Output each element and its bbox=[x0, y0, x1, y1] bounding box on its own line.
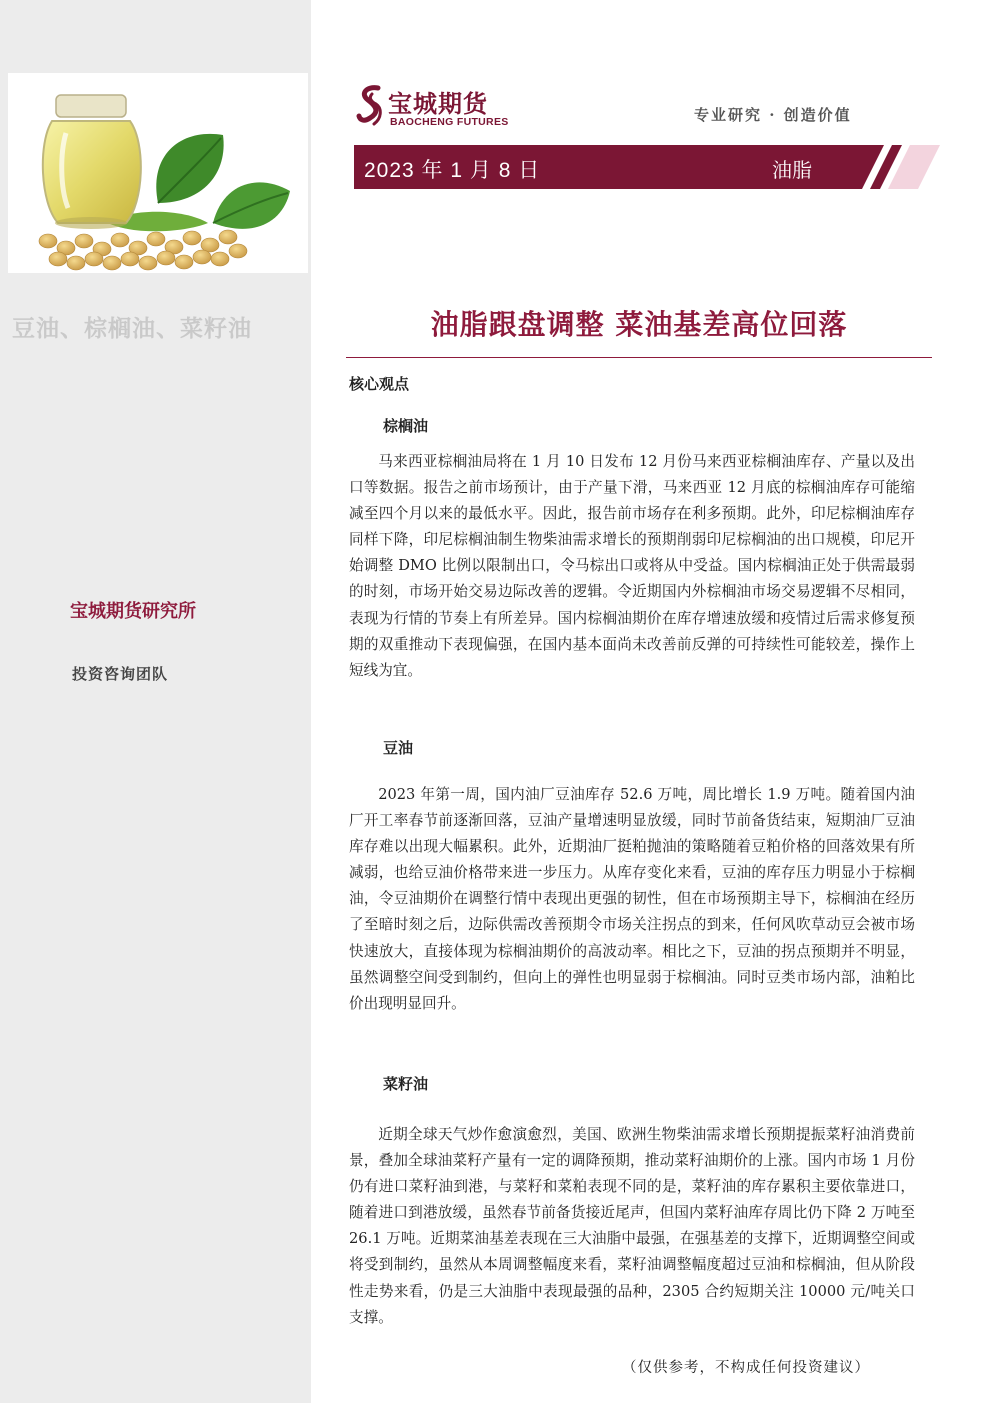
report-category: 油脂 bbox=[772, 158, 812, 182]
report-date: 2023 年 1 月 8 日 bbox=[364, 159, 541, 182]
company-logo bbox=[356, 84, 526, 132]
section-text-palm-oil: 马来西亚棕榈油局将在 1 月 10 日发布 12 月份马来西亚棕榈油库存、产量以及出口等数据。报告之前市场预计，由于产量下滑，马来西亚 12 月底的棕榈油库存可能缩减至四个月以来的最低水平。因此，报告前市场存在利多预期。此外，印尼棕榈油库存同样下降，印尼棕榈油制生物柴油需求增长的预期削弱印尼棕榈油的出口规模，印尼开始调整 DMO 比例以限制出口，令马棕出口或将从中受益。国内棕榈油正处于供需最弱的时刻，市场开始交易边际改善的逻辑。令近期国内外棕榈油市场交易逻辑不尽相同，表现为行情的节奏上有所差异。国内棕榈油期价在库存增速放缓和疫情过后需求修复预期的双重推动下表现偏强，在国内基本面尚未改善前反弹的可持续性可能较差，操作上短线为宜。 bbox=[349, 453, 915, 679]
sidebar bbox=[0, 0, 311, 1403]
section-heading-palm-oil: 棕榈油 bbox=[383, 417, 429, 435]
date-banner bbox=[354, 145, 940, 189]
logo-text-cn: 宝城期货 bbox=[388, 90, 488, 118]
slogan: 专业研究 · 创造价值 bbox=[694, 106, 852, 124]
disclaimer: （仅供参考，不构成任何投资建议） bbox=[622, 1360, 870, 1376]
sidebar-subtitle: 豆油、棕榈油、菜籽油 bbox=[12, 316, 252, 342]
section-heading-rapeseed-oil: 菜籽油 bbox=[383, 1075, 429, 1093]
core-heading: 核心观点 bbox=[349, 375, 410, 393]
section-text-rapeseed-oil: 近期全球天气炒作愈演愈烈，美国、欧洲生物柴油需求增长预期提振菜籽油消费前景，叠加全球油菜籽产量有一定的调降预期，推动菜籽油期价的上涨。国内市场 1 月份仍有进口菜籽油到港，与菜籽和菜粕表现不同的是，菜籽油的库存累积主要依靠进口，随着进口到港放缓，虽然春节前备货接近尾声，但国内菜籽油库存周比仍下降 2 万吨至 26.1 万吨。近期菜油基差表现在三大油脂中最强，在强基差的支撑下，近期调整空间或将受到制约，虽然从本周调整幅度来看，菜籽油调整幅度超过豆油和棕榈油，但从阶段性走势来看，仍是三大油脂中表现最强的品种，2305 合约短期关注 10000 元/吨关口支撑。 bbox=[349, 1126, 915, 1326]
report-title: 油脂跟盘调整 菜油基差高位回落 bbox=[430, 308, 848, 341]
sidebar-institute: 宝城期货研究所 bbox=[70, 601, 196, 622]
section-text-soybean-oil: 2023 年第一周，国内油厂豆油库存 52.6 万吨，周比增长 1.9 万吨。随着国内油厂开工率春节前逐渐回落，豆油产量增速明显放缓，同时节前备货结束，短期油厂豆油库存难以出现大幅累积。此外，近期油厂挺粕抛油的策略随着豆粕价格的回落效果有所减弱，也给豆油价格带来进一步压力。从库存变化来看，豆油的库存压力明显小于棕榈油，令豆油期价在调整行情中表现出更强的韧性，但在市场预期主导下，棕榈油在经历了至暗时刻之后，边际供需改善预期令市场关注拐点的到来，任何风吹草动豆会被市场快速放大，直接体现为棕榈油期价的高波动率。相比之下，豆油的拐点预期并不明显，虽然调整空间受到制约，但向上的弹性也明显弱于棕榈油。同时豆类市场内部，油粕比价出现明显回升。 bbox=[349, 786, 915, 1012]
product-image bbox=[8, 73, 308, 273]
sidebar-team: 投资咨询团队 bbox=[72, 665, 169, 683]
oil-jar-soybean-illustration bbox=[8, 73, 308, 273]
title-divider bbox=[346, 357, 932, 358]
logo-text-en: BAOCHENG FUTURES bbox=[390, 116, 509, 128]
logo-emblem-icon bbox=[356, 84, 386, 128]
section-heading-soybean-oil: 豆油 bbox=[383, 739, 414, 757]
